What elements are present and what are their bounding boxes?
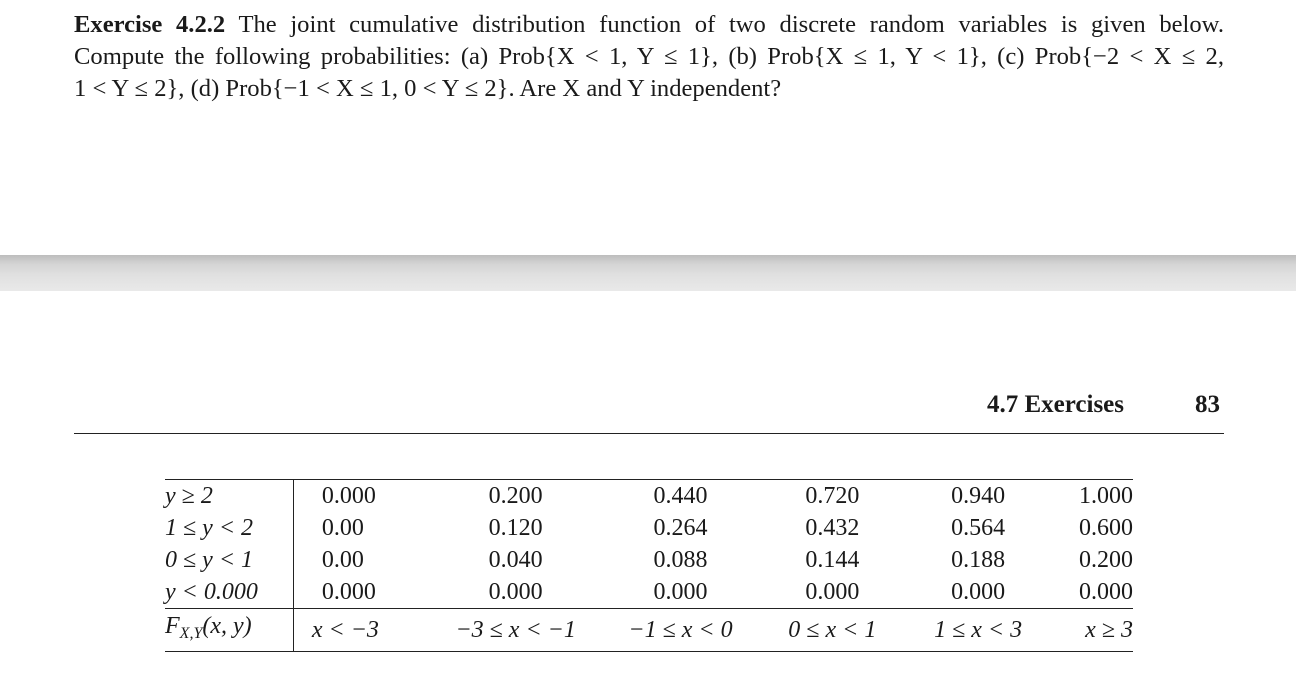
table-cell: 0.432 [805,515,860,541]
table-cell: 0.00 [321,547,364,573]
table-cell: 0.264 [653,515,708,541]
corner-subscript: X,Y [179,625,203,642]
column-header: x ≥ 3 [1051,609,1133,652]
table-cell: 0.564 [951,515,1006,541]
table-cell: 0.000 [805,579,860,605]
row-label: y < 0.000 [165,576,293,609]
table-cell: 0.440 [602,480,760,513]
row-label: 0 ≤ y < 1 [165,544,293,576]
table-row [165,512,1133,544]
exercise-line-2: Compute the following probabilities: (a) Prob{X < 1, Y ≤ 1}, (b) Prob{X ≤ 1, Y < 1}, (c) Prob{−2 < X ≤ 2, [74,43,1224,70]
table-cell: 1.000 [1051,480,1133,513]
exercise-line-1-text: The joint cumulative distribution function of two discrete random variables is given below. [238,11,1224,38]
exercise-line-3: 1 < Y ≤ 2}, (d) Prob{−1 < X ≤ 1, 0 < Y ≤ 2}. Are X and Y independent? [74,75,782,102]
exercise-label: Exercise 4.2.2 [74,11,226,38]
table-cell: 0.200 [1079,547,1133,573]
exercise-text [74,9,1224,105]
table-row [165,544,1133,576]
table-cell: 0.600 [1079,515,1133,541]
page-gap-divider [0,255,1296,291]
page-number: 83 [1195,391,1220,418]
table-cell: 0.000 [488,579,543,605]
table-cell: 0.000 [1079,579,1133,605]
table-cell: 0.000 [951,579,1006,605]
header-rule [74,433,1224,434]
exercise-line-1 [74,9,1224,41]
table-cell: 0.000 [293,480,429,513]
table-cell: 0.720 [759,480,905,513]
row-label: y ≥ 2 [165,480,293,513]
column-header: −1 ≤ x < 0 [602,609,760,652]
table-cell: 0.940 [905,480,1051,513]
column-header-row [165,609,1133,652]
table-cell: 0.000 [321,579,376,605]
table-cell: 0.00 [321,515,364,541]
table-cell: 0.000 [653,579,708,605]
table-cell: 0.088 [653,547,708,573]
table-cell: 0.040 [488,547,543,573]
joint-cdf-table [165,479,1133,652]
row-label: 1 ≤ y < 2 [165,512,293,544]
column-header: x < −3 [293,609,429,652]
table-corner-label [165,609,293,652]
corner-function: F [165,613,180,639]
table-cell: 0.144 [805,547,860,573]
column-header: 0 ≤ x < 1 [759,609,905,652]
corner-args: (x, y) [202,613,252,639]
table-cell: 0.188 [951,547,1006,573]
table-cell: 0.120 [488,515,543,541]
table-row [165,480,1133,513]
table-cell: 0.200 [430,480,602,513]
column-header: 1 ≤ x < 3 [905,609,1051,652]
table-row [165,576,1133,609]
column-header: −3 ≤ x < −1 [430,609,602,652]
section-running-head: 4.7 Exercises [987,391,1125,418]
